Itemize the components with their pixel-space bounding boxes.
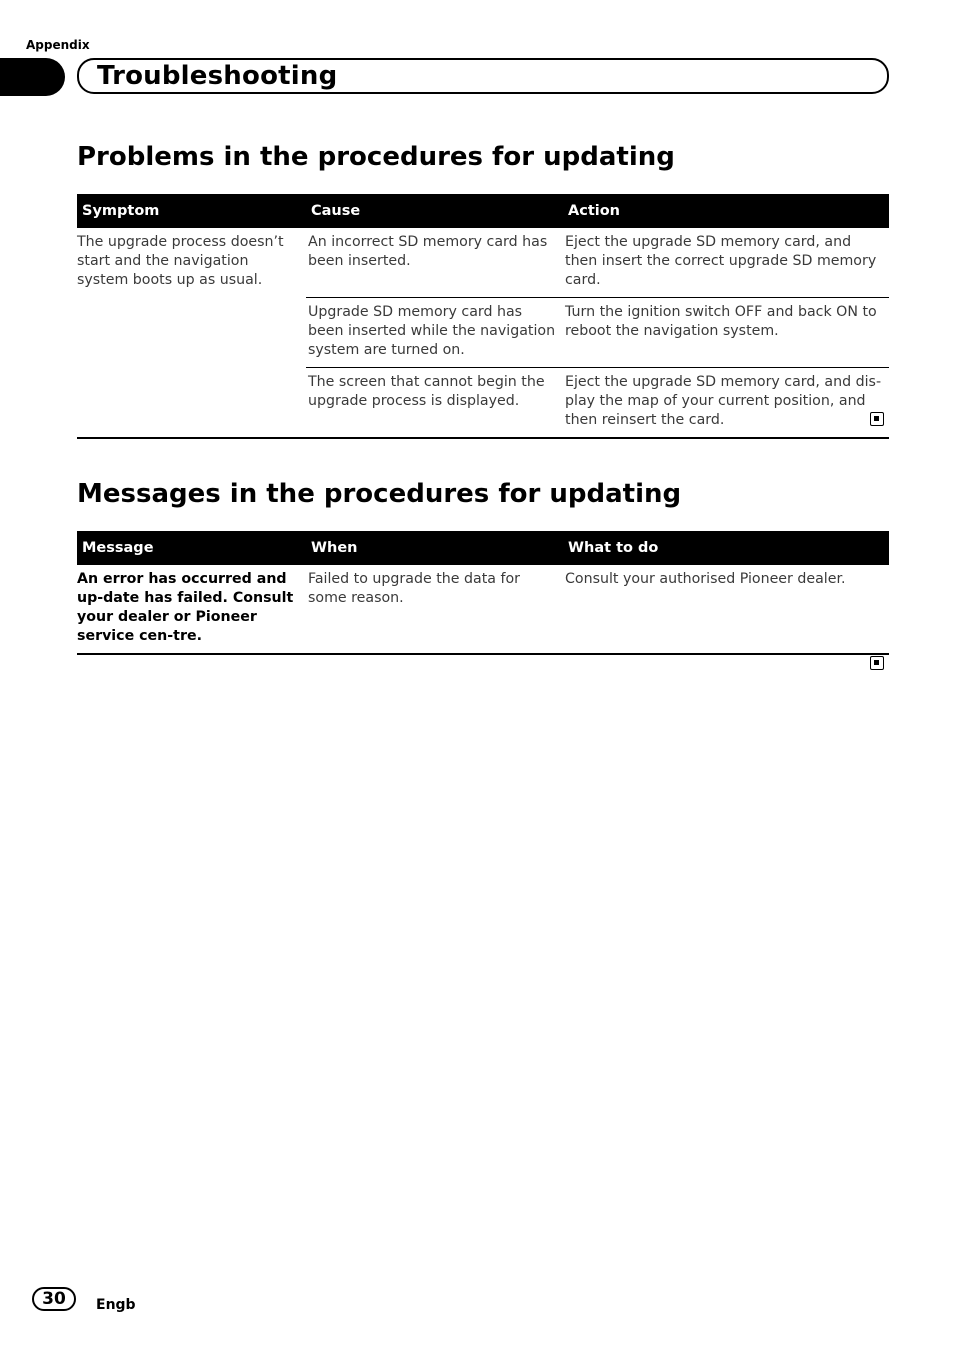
cause-cell: Upgrade SD memory card has been inserted while the navigation system are turned on. bbox=[306, 298, 563, 368]
section-header bbox=[77, 58, 889, 94]
section-end-icon bbox=[870, 656, 884, 670]
messages-heading: Messages in the procedures for updating bbox=[77, 479, 682, 509]
column-header-cause: Cause bbox=[306, 194, 563, 228]
column-header-what-to-do: What to do bbox=[563, 531, 889, 565]
section-title: Troubleshooting bbox=[97, 61, 338, 91]
table-row bbox=[77, 565, 889, 654]
cause-cell: An incorrect SD memory card has been inserted. bbox=[308, 234, 548, 269]
what-to-do-cell: Consult your authorised Pioneer dealer. bbox=[565, 571, 846, 587]
table-row bbox=[77, 228, 889, 298]
when-cell: Failed to upgrade the data for some reason. bbox=[308, 571, 520, 606]
action-cell: Turn the ignition switch OFF and back ON to reboot the navigation system. bbox=[563, 298, 889, 368]
column-header-message: Message bbox=[77, 531, 306, 565]
action-cell: Eject the upgrade SD memory card, and dis-play the map of your current position, and then reinsert the card. bbox=[563, 368, 889, 439]
column-header-action: Action bbox=[563, 194, 889, 228]
cause-cell: The screen that cannot begin the upgrade process is displayed. bbox=[306, 368, 563, 439]
column-header-when: When bbox=[306, 531, 563, 565]
problems-table bbox=[77, 194, 889, 439]
section-end-icon bbox=[870, 412, 884, 426]
page-number: 30 bbox=[32, 1287, 76, 1311]
action-cell: Eject the upgrade SD memory card, and then insert the correct upgrade SD memory card. bbox=[565, 234, 877, 288]
table-header-row bbox=[77, 194, 889, 228]
chapter-tab-marker bbox=[0, 58, 65, 96]
column-header-symptom: Symptom bbox=[77, 194, 306, 228]
message-cell: An error has occurred and up-date has failed. Consult your dealer or Pioneer service cen-tre. bbox=[77, 571, 294, 644]
symptom-cell: The upgrade process doesn’t start and the navigation system boots up as usual. bbox=[77, 234, 284, 288]
problems-heading: Problems in the procedures for updating bbox=[77, 142, 675, 172]
appendix-label: Appendix bbox=[26, 38, 90, 52]
table-header-row bbox=[77, 531, 889, 565]
messages-table bbox=[77, 531, 889, 655]
language-code: Engb bbox=[96, 1297, 136, 1313]
